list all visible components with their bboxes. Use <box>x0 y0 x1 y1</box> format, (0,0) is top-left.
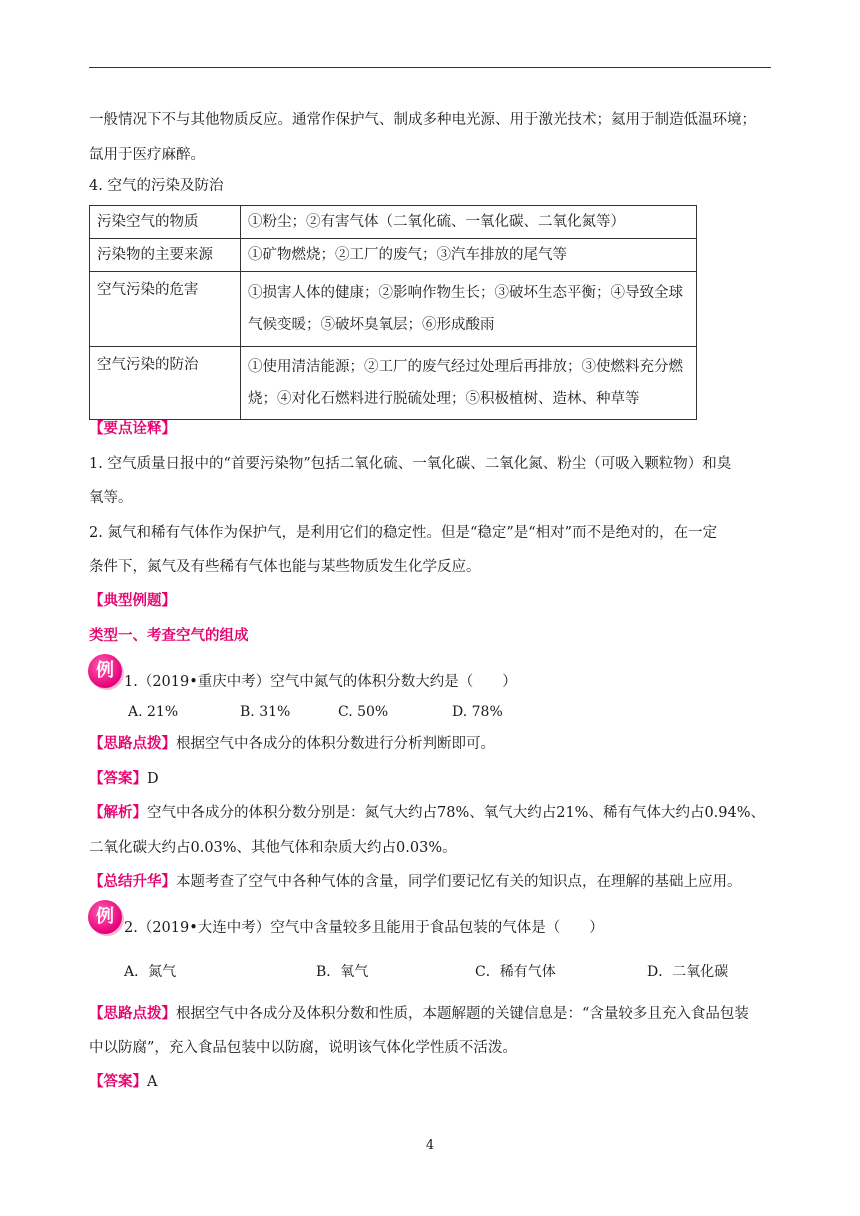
row-label: 污染物的主要来源 <box>90 239 241 272</box>
example-badge-icon: 例 <box>88 654 122 688</box>
q1-option-c: C. 50% <box>338 704 389 720</box>
section-4-title: 4. 空气的污染及防治 <box>89 178 224 194</box>
q2-answer-value: A <box>147 1074 158 1090</box>
examples-heading: 【典型例题】 <box>89 592 176 609</box>
q2-answer-label: 【答案】 <box>89 1073 147 1090</box>
q1-answer <box>89 769 159 789</box>
table-row <box>90 272 697 347</box>
row-label: 空气污染的防治 <box>90 347 241 420</box>
row-content-line: ①损害人体的健康；②影响作物生长；③破坏生态平衡；④导致全球 <box>248 285 683 301</box>
q2-hint-text: 根据空气中各成分及体积分数和性质，本题解题的关键信息是：“含量较多且充入食品包装 <box>176 1006 749 1022</box>
key-points-heading: 【要点诠释】 <box>89 420 176 437</box>
intro-line-1: 一般情况下不与其他物质反应。通常作保护气、制成多种电光源、用于激光技术；氦用于制造低温环境； <box>89 112 756 128</box>
q1-option-b: B. 31% <box>240 704 291 720</box>
intro-line-2: 氙用于医疗麻醉。 <box>89 147 205 163</box>
q1-stem: 1.（2019•重庆中考）空气中氮气的体积分数大约是（ ） <box>124 674 517 690</box>
q2-hint-line-2: 中以防腐”，充入食品包装中以防腐，说明该气体化学性质不活泼。 <box>89 1040 517 1056</box>
q2-option-c: C．稀有气体 <box>475 964 556 980</box>
row-content-line: 气候变暖；⑤破坏臭氧层；⑥形成酸雨 <box>248 317 495 333</box>
key-point-1-line-2: 氧等。 <box>89 490 133 506</box>
row-label: 污染空气的物质 <box>90 206 241 239</box>
row-content-line: ①粉尘；②有害气体（二氧化硫、一氧化碳、二氧化氮等） <box>248 214 625 230</box>
q1-answer-value: D <box>147 771 159 787</box>
key-point-2-line-2: 条件下，氮气及有些稀有气体也能与某些物质发生化学反应。 <box>89 559 481 575</box>
row-label: 空气污染的危害 <box>90 272 241 347</box>
row-content-line: 烧；④对化石燃料进行脱硫处理；⑤积极植树、造林、种草等 <box>248 391 640 407</box>
page-number: 4 <box>425 1138 435 1153</box>
row-content-line: ①矿物燃烧；②工厂的废气；③汽车排放的尾气等 <box>248 247 567 263</box>
q2-stem: 2.（2019•大连中考）空气中含量较多且能用于食品包装的气体是（ ） <box>124 920 604 936</box>
row-content <box>241 347 697 420</box>
table-row <box>90 347 697 420</box>
row-content <box>241 206 697 239</box>
q1-answer-label: 【答案】 <box>89 770 147 787</box>
q1-summary <box>89 872 742 892</box>
q1-hint-text: 根据空气中各成分的体积分数进行分析判断即可。 <box>176 736 495 752</box>
q1-analysis-line-2: 二氧化碳大约占0.03%、其他气体和杂质大约占0.03%。 <box>89 840 457 856</box>
table-row <box>90 239 697 272</box>
q1-hint-label: 【思路点拨】 <box>89 735 176 752</box>
q1-analysis-label: 【解析】 <box>89 804 147 821</box>
table-row <box>90 206 697 239</box>
q1-summary-label: 【总结升华】 <box>89 873 176 890</box>
key-point-2-line-1: 2. 氮气和稀有气体作为保护气，是利用它们的稳定性。但是“稳定”是“相对”而不是绝对的，在一定 <box>89 525 718 541</box>
example-badge-icon: 例 <box>88 900 122 934</box>
type-1-heading: 类型一、考查空气的组成 <box>89 627 249 644</box>
q2-hint-line-1 <box>89 1004 749 1024</box>
key-point-1-line-1: 1. 空气质量日报中的“首要污染物”包括二氧化硫、一氧化碳、二氧化氮、粉尘（可吸入颗粒物）和臭 <box>89 456 732 472</box>
q2-option-a: A．氮气 <box>124 964 177 980</box>
q2-option-b: B．氧气 <box>316 964 369 980</box>
q1-analysis-text: 空气中各成分的体积分数分别是：氮气大约占78%、氧气大约占21%、稀有气体大约占0.94%、 <box>147 805 766 821</box>
q1-option-d: D. 78% <box>452 704 503 720</box>
row-content-line: ①使用清洁能源；②工厂的废气经过处理后再排放；③使燃料充分燃 <box>248 359 683 375</box>
row-content <box>241 239 697 272</box>
q1-summary-text: 本题考查了空气中各种气体的含量，同学们要记忆有关的知识点，在理解的基础上应用。 <box>176 874 742 890</box>
q2-hint-label: 【思路点拨】 <box>89 1005 176 1022</box>
q2-answer <box>89 1072 157 1092</box>
row-content <box>241 272 697 347</box>
q2-option-d: D．二氧化碳 <box>647 964 729 980</box>
pollution-table <box>89 205 697 420</box>
q1-analysis-line-1 <box>89 803 765 823</box>
header-rule <box>89 67 771 68</box>
q1-option-a: A. 21% <box>128 704 179 720</box>
q1-hint <box>89 734 495 754</box>
